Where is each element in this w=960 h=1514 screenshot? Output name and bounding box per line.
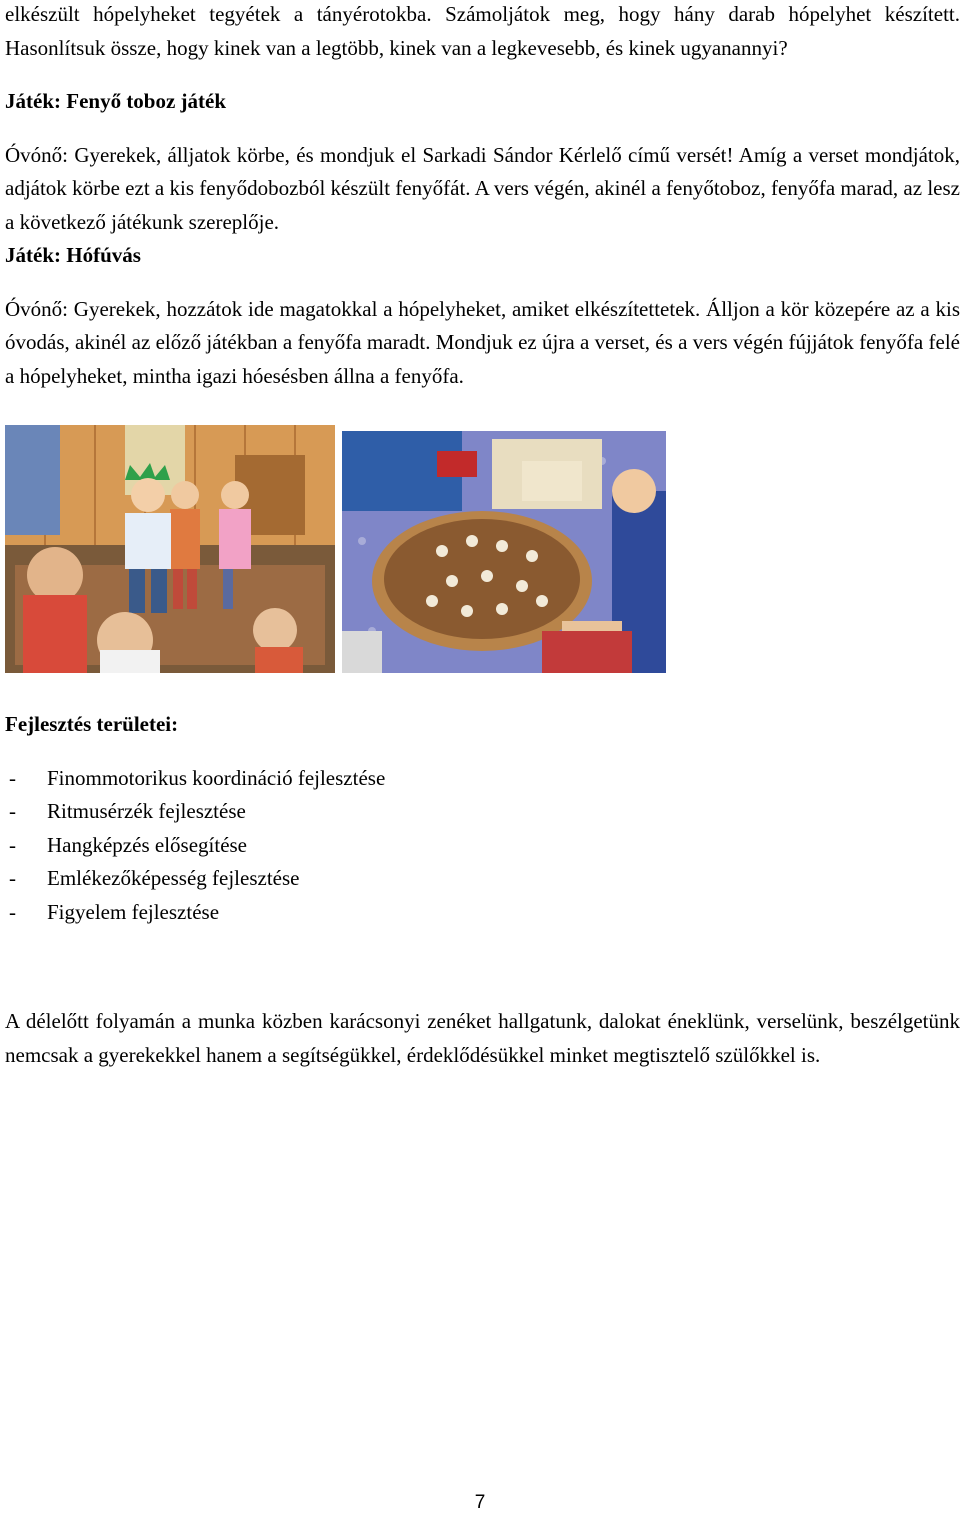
photo-children-playing bbox=[5, 425, 335, 673]
page-number: 7 bbox=[474, 1492, 486, 1513]
intro-paragraph: elkészült hópelyheket tegyétek a tányérotokba. Számoljátok meg, hogy hány darab hópelyhet készített. Hasonlítsuk össze, hogy kinek van a legtöbb, kinek van a legkevesebb, és kinek ugyanannyi? bbox=[5, 2, 960, 60]
list-bullet: - bbox=[9, 765, 16, 790]
list-item bbox=[5, 795, 960, 829]
list-item-text: Ritmusérzék fejlesztése bbox=[47, 799, 246, 823]
game1-text: Óvónő: Gyerekek, álljatok körbe, és mondjuk el Sarkadi Sándor Kérlelő című versét! Amíg a verset mondjátok, adjátok körbe ezt a kis fenyődobozból készült fenyőfát. A vers végén, akinél a fenyőtoboz, fenyőfa marad, az lesz a következő játékunk szereplője. bbox=[5, 142, 960, 234]
list-item-text: Hangképzés elősegítése bbox=[47, 832, 248, 857]
closing-paragraph: A délelőtt folyamán a munka közben karácsonyi zenéket hallgatunk, dalokat éneklünk, verselünk, beszélgetünk nemcsak a gyerekekkel hanem a segítségükkel, érdeklődésükkel minket megtisztelő szülőkkel is. bbox=[5, 1009, 960, 1067]
list-item-text: Figyelem fejlesztése bbox=[47, 899, 220, 924]
development-heading: Fejlesztés területei: bbox=[5, 712, 179, 736]
document-page bbox=[5, 0, 960, 1072]
list-item bbox=[5, 896, 960, 930]
photo-row bbox=[5, 425, 960, 675]
list-item-text: Finommotorikus koordináció fejlesztése bbox=[47, 765, 386, 790]
list-bullet: - bbox=[9, 899, 16, 924]
list-item bbox=[5, 762, 960, 796]
game2-heading: Játék: Hófúvás bbox=[5, 243, 141, 267]
game1-heading: Játék: Fenyő toboz játék bbox=[5, 89, 227, 113]
photo-gingerbread-table bbox=[342, 431, 666, 673]
list-bullet: - bbox=[9, 799, 16, 823]
list-bullet: - bbox=[9, 832, 16, 857]
list-item bbox=[5, 862, 960, 896]
list-bullet: - bbox=[9, 866, 16, 890]
game2-text: Óvónő: Gyerekek, hozzátok ide magatokkal a hópelyheket, amiket elkészítettetek. Álljon a kör közepére az a kis óvodás, akinél az előző játékban a fenyőfa maradt. Mondjuk ez újra a verset, és a vers végén fújjátok fenyőfa felé a hópelyheket, mintha igazi hóesésben állna a fenyőfa. bbox=[5, 296, 960, 388]
development-list bbox=[5, 762, 960, 930]
list-item bbox=[5, 829, 960, 863]
list-item-text: Emlékezőképesség fejlesztése bbox=[47, 866, 300, 890]
